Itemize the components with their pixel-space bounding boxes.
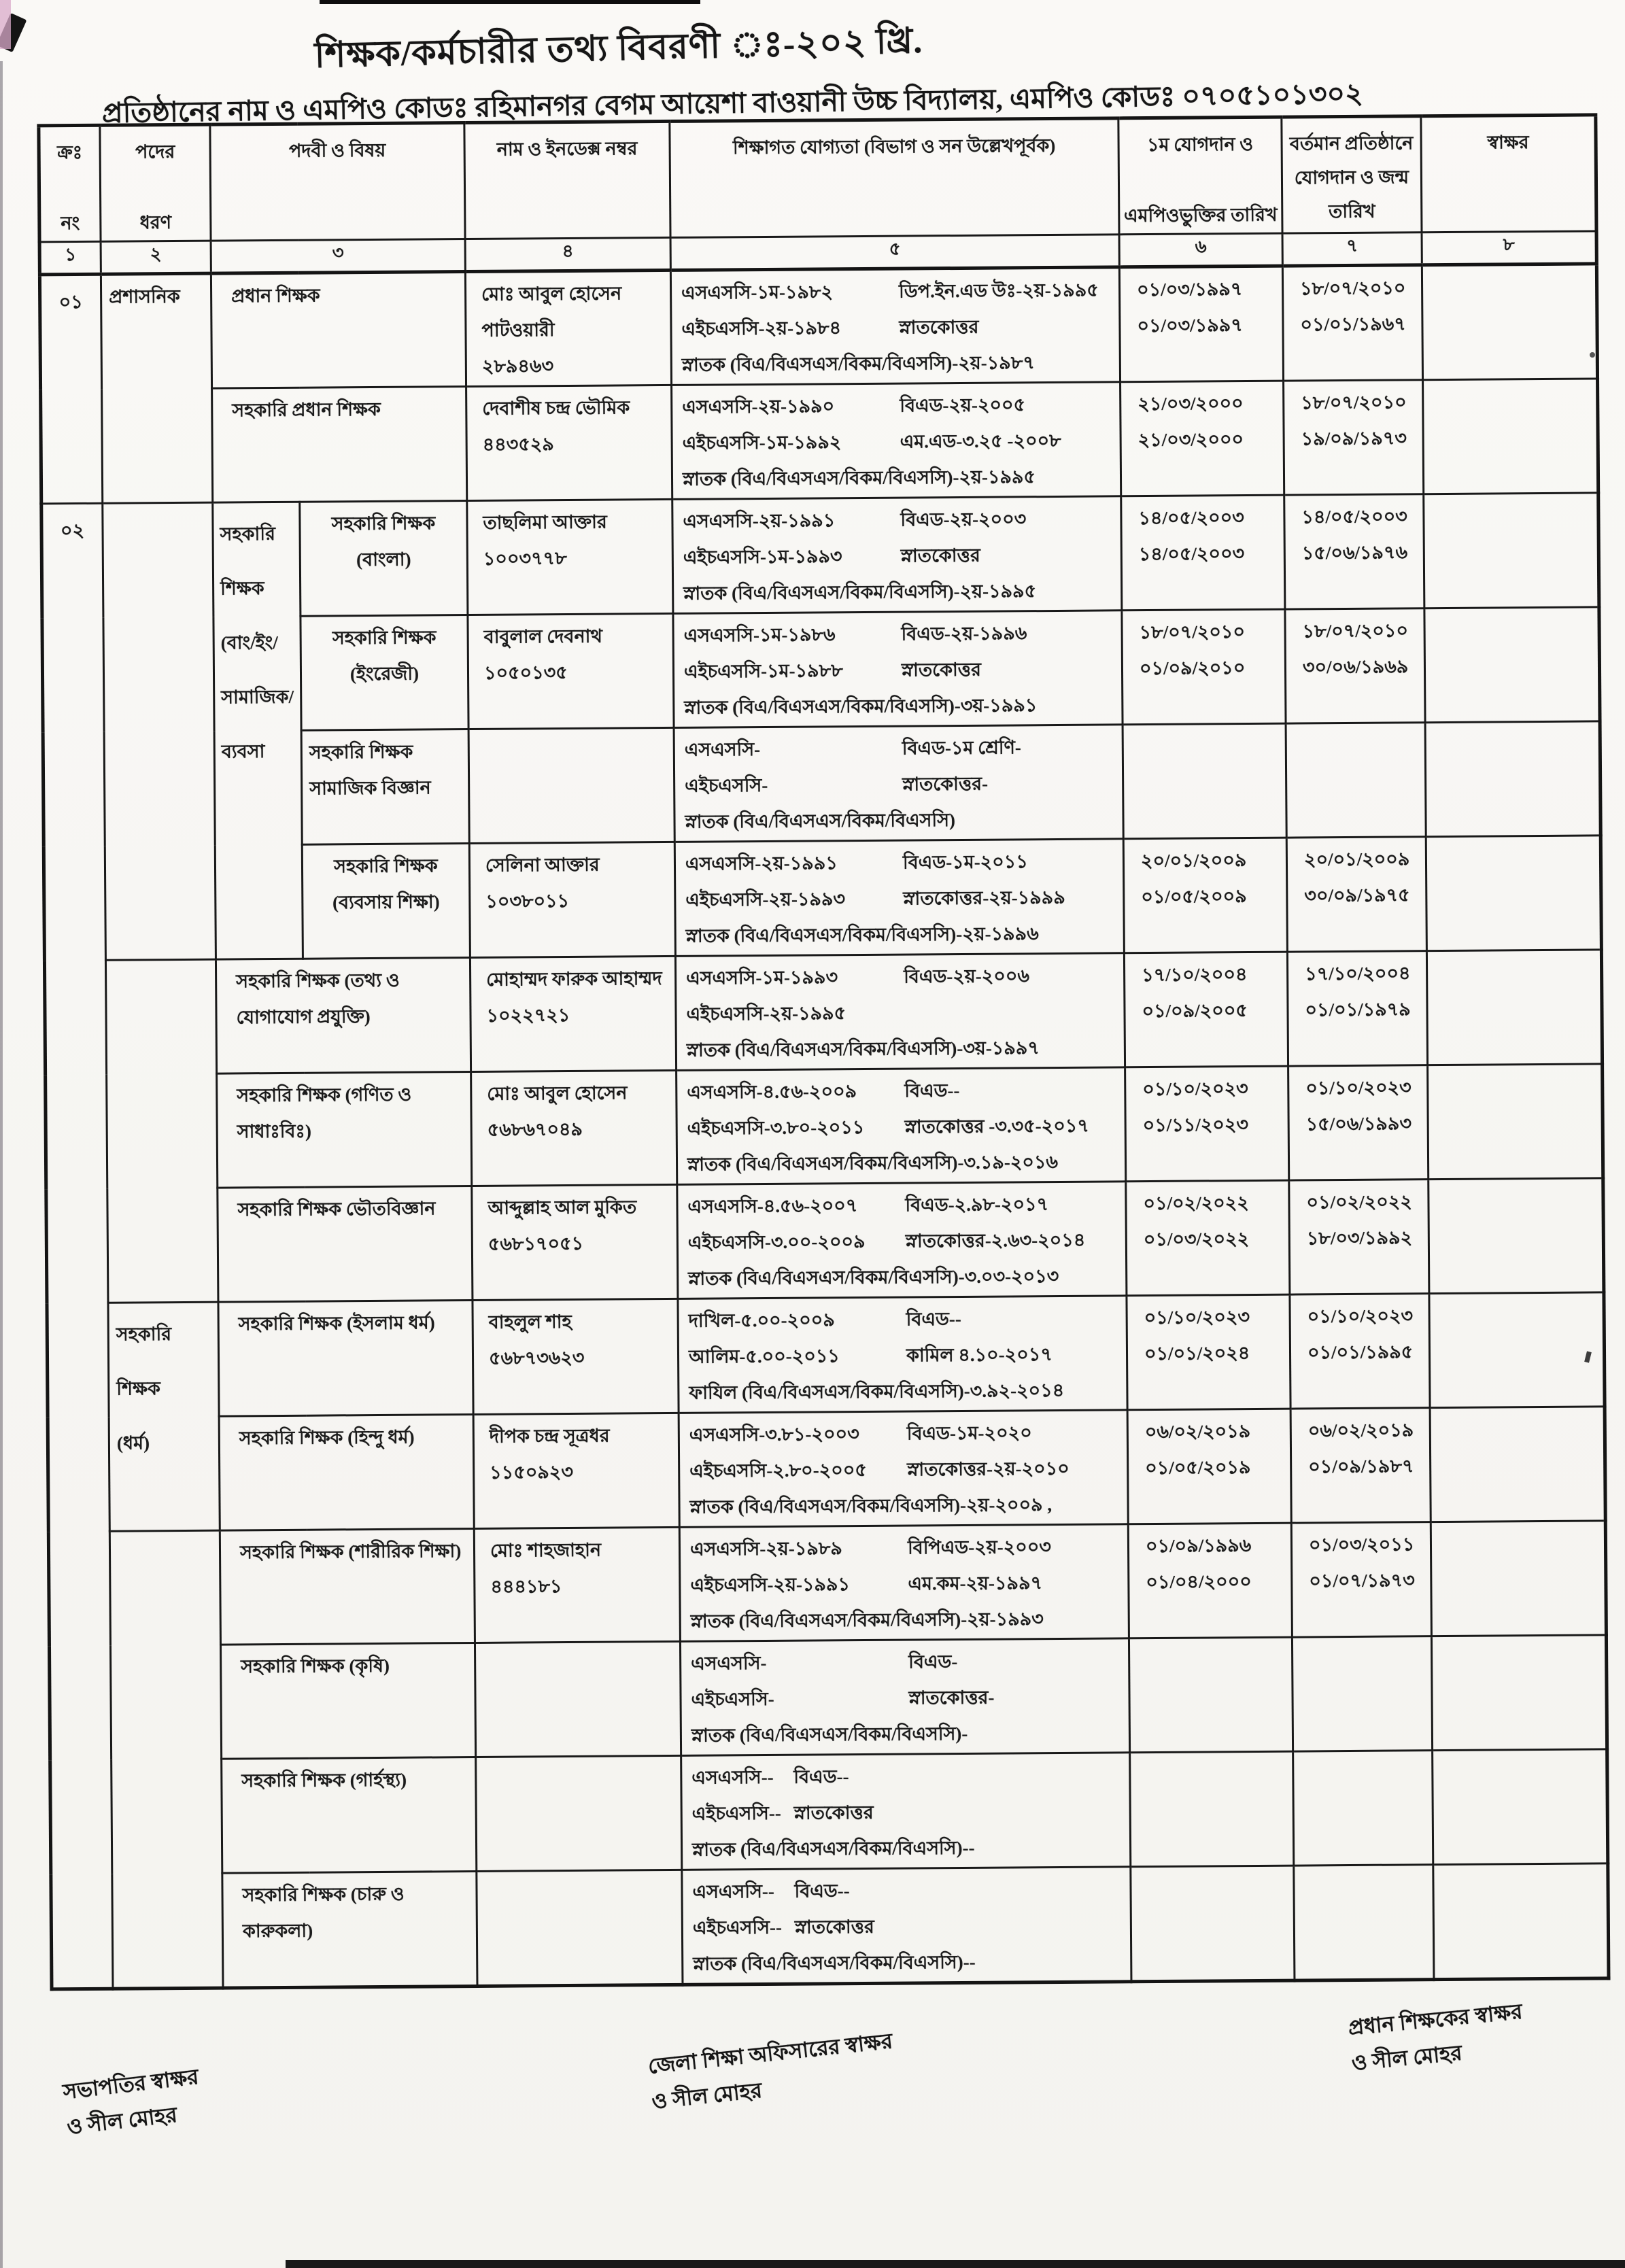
table-row xyxy=(39,264,1597,390)
header-row xyxy=(39,115,1596,242)
first-join-cell-empty xyxy=(1131,1866,1295,1982)
designation-cell: সহকারি শিক্ষক (কৃষি) xyxy=(220,1643,475,1759)
current-join-cell: ০১/১০/২০২৩ ১৫/০৬/১৯৯৩ xyxy=(1288,1065,1429,1180)
table-row xyxy=(41,379,1598,504)
scan-artifact-bottom-bar xyxy=(286,2260,1625,2268)
current-join-cell: ০১/১০/২০২৩ ০১/০১/১৯৯৫ xyxy=(1290,1294,1430,1409)
designation-cell: সহকারি শিক্ষক (ইসলাম ধর্ম) xyxy=(218,1301,473,1417)
designation-cell: সহকারি শিক্ষক (ইংরেজী) xyxy=(301,615,468,731)
post-type-cell-empty xyxy=(103,502,216,960)
first-join-cell: ০১/০২/২০২২ ০১/০৩/২০২২ xyxy=(1126,1180,1290,1296)
signature-cell-empty xyxy=(1424,607,1600,723)
table-row xyxy=(41,493,1599,618)
table-row xyxy=(50,1749,1608,1874)
designation-cell: সহকারি শিক্ষক (চারু ও কারুকলা) xyxy=(222,1871,477,1988)
header-serial: ক্রঃ নং xyxy=(39,125,101,242)
name-index-cell: তাছলিমা আক্তার ১০০৩৭৭৮ xyxy=(467,499,673,615)
post-type-cell-empty xyxy=(105,959,218,1303)
col-number: ৫ xyxy=(670,235,1119,271)
first-join-cell-empty xyxy=(1130,1751,1294,1867)
scan-artifact-pink-edge xyxy=(0,0,11,49)
name-index-cell-empty xyxy=(468,727,674,843)
first-join-cell: ১৭/১০/২০০৪ ০১/০৯/২০০৫ xyxy=(1124,952,1288,1067)
name-index-cell: দেবাশীষ চন্দ্র ভৌমিক ৪৪৩৫২৯ xyxy=(466,385,672,500)
name-index-cell-empty xyxy=(476,1755,682,1871)
signature-cell-empty xyxy=(1423,379,1598,494)
qualification-cell: এসএসসি-২য়-১৯৯১ বিএড-২য়-২০০৩ এইচএসসি-১ম-১৯৯৩ স্নাতকোত্তর স্নাতক (বিএ/বিএসএস/বিকম/বিএসসি)-২য়-১৯৯৫ xyxy=(672,496,1122,614)
designation-cell: সহকারি শিক্ষক (হিন্দু ধর্ম) xyxy=(219,1415,474,1531)
table-row xyxy=(49,1635,1607,1760)
name-index-cell: মোঃ আবুল হোসেন ৫৬৮৬৭০৪৯ xyxy=(471,1070,677,1186)
current-join-cell-empty xyxy=(1294,1865,1434,1980)
designation-cell: সহকারি শিক্ষক ভৌতবিজ্ঞান xyxy=(218,1186,473,1303)
designation-cell: সহকারি শিক্ষক (ব্যবসায় শিক্ষা) xyxy=(302,844,470,959)
name-index-cell: বাবুলাল দেবনাথ ১০৫০১৩৫ xyxy=(468,613,674,729)
signature-cell-empty xyxy=(1430,1407,1605,1522)
designation-cell: সহকারি শিক্ষক (শারীরিক শিক্ষা) xyxy=(220,1528,475,1645)
post-type-subject-group-cell: সহকারি শিক্ষক (বাং/ইং/ সামাজিক/ ব্যবসা xyxy=(213,502,303,959)
table-row xyxy=(51,1863,1609,1989)
col-number: ২ xyxy=(101,241,211,274)
table-row xyxy=(48,1407,1605,1532)
name-index-cell-empty xyxy=(475,1641,681,1757)
signature-cell-empty xyxy=(1422,264,1597,380)
table-row xyxy=(48,1521,1606,1646)
institution-name-mpo-code: প্রতিষ্ঠানের নাম ও এমপিও কোডঃ রহিমানগর বেগম আয়েশা বাওয়ানী উচ্চ বিদ্যালয়, এমপিও কোডঃ ০৭০৫১০১৩০২ xyxy=(101,78,1364,129)
signature-cell-empty xyxy=(1431,1635,1607,1751)
first-join-cell: ২১/০৩/২০০০ ২১/০৩/২০০০ xyxy=(1121,381,1284,496)
page-title: শিক্ষক/কর্মচারীর তথ্য বিবরণী ঃ-২০২ খ্রি. xyxy=(314,22,923,75)
qualification-cell: এসএসসি- বিএড-১ম শ্রেণি- এইচএসসি- স্নাতকোত্তর- স্নাতক (বিএ/বিএসএস/বিকম/বিএসসি) xyxy=(674,725,1123,842)
name-index-cell: বাহলুল শাহ ৫৬৮৭৩৬২৩ xyxy=(473,1299,679,1414)
qualification-cell: এসএসসি-২য়-১৯৯০ বিএড-২য়-২০০৫ এইচএসসি-১ম-১৯৯২ এম.এড-৩.২৫ -২০০৮ স্নাতক (বিএ/বিএসএস/বিকম/বিএসসি)-২য়-১৯৯৫ xyxy=(672,382,1121,500)
col-number: ১ xyxy=(39,241,101,275)
name-index-cell-empty xyxy=(477,1870,683,1986)
teacher-info-table xyxy=(37,113,1610,1991)
current-join-cell-empty xyxy=(1292,1636,1432,1751)
current-join-cell: ১৮/০৭/২০১০ ০১/০১/১৯৬৭ xyxy=(1282,265,1422,381)
table-row xyxy=(47,1292,1605,1418)
president-signature-block: সভাপতির স্বাক্ষর ও সীল মোহর xyxy=(61,2064,200,2140)
first-join-cell: ১৪/০৫/২০০৩ ১৪/০৫/২০০৩ xyxy=(1121,495,1285,611)
qualification-cell: এসএসসি- বিএড- এইচএসসি- স্নাতকোত্তর- স্নাতক (বিএ/বিএসএস/বিকম/বিএসসি)- xyxy=(680,1638,1129,1756)
signature-cell-empty xyxy=(1429,1292,1605,1408)
scan-artifact-left-edge-line xyxy=(0,61,3,2268)
header-signature: স্বাক্ষর xyxy=(1421,115,1596,233)
current-join-cell: ০১/০২/২০২২ ১৮/০৩/১৯৯২ xyxy=(1289,1180,1429,1294)
current-join-cell-empty xyxy=(1286,723,1426,838)
header-first-join: ১ম যোগদান ও এমপিওভুক্তির তারিখ xyxy=(1118,117,1282,235)
table-row xyxy=(46,1178,1604,1303)
designation-cell: সহকারি শিক্ষক (বাংলা) xyxy=(300,501,468,617)
table-row xyxy=(46,1064,1603,1189)
scan-artifact-top-strip xyxy=(320,0,700,4)
signature-cell-empty xyxy=(1429,1178,1604,1294)
first-join-cell: ১৮/০৭/২০১০ ০১/০৯/২০১০ xyxy=(1122,609,1286,725)
designation-cell: সহকারি শিক্ষক (তথ্য ও যোগাযোগ প্রযুক্তি) xyxy=(216,958,471,1074)
first-join-cell-empty xyxy=(1129,1637,1293,1753)
name-index-cell: দীপক চন্দ্র সূত্রধর ১১৫০৯২৩ xyxy=(473,1413,679,1528)
qualification-cell: এসএসসি-১ম-১৯৮২ ডিপ.ইন.এড উঃ-২য়-১৯৯৫ এইচএসসি-২য়-১৯৮৪ স্নাতকোত্তর স্নাতক (বিএ/বিএসএস/বিকম/বিএসসি)-২য়-১৯৮৭ xyxy=(670,267,1120,385)
header-qualification: শিক্ষাগত যোগ্যতা (বিভাগ ও সন উল্লেখপূর্বক) xyxy=(670,118,1119,238)
designation-cell: সহকারি শিক্ষক সামাজিক বিজ্ঞান xyxy=(301,729,469,845)
designation-cell: সহকারি প্রধান শিক্ষক xyxy=(212,387,467,503)
current-join-cell: ১৭/১০/২০০৪ ০১/০১/১৯৭৯ xyxy=(1287,951,1427,1066)
signature-cell-empty xyxy=(1433,1749,1608,1865)
signature-cell-empty xyxy=(1425,721,1601,837)
qualification-cell: এসএসসি-৪.৫৬-২০০৭ বিএড-২.৯৮-২০১৭ এইচএসসি-৩.০০-২০০৯ স্নাতকোত্তর-২.৬৩-২০১৪ স্নাতক (বিএ/বিএসএস/বিকম/বিএসসি)-৩.০৩-২০১৩ xyxy=(677,1182,1127,1299)
designation-cell: প্রধান শিক্ষক xyxy=(211,272,466,389)
col-number: ৭ xyxy=(1282,233,1422,266)
qualification-cell: এসএসসি-- বিএড-- এইচএসসি-- স্নাতকোত্তর স্নাতক (বিএ/বিএসএস/বিকম/বিএসসি)-- xyxy=(681,1753,1131,1870)
signature-cell-empty xyxy=(1424,493,1599,608)
signature-cell-empty xyxy=(1433,1863,1609,1980)
first-join-cell: ০১/১০/২০২৩ ০১/১১/২০২৩ xyxy=(1125,1066,1289,1182)
head-teacher-signature-block: প্রধান শিক্ষকের স্বাক্ষর ও সীল মোহর xyxy=(1347,1999,1524,2076)
name-index-cell: মোঃ শাহজাহান ৪৪৪১৮১ xyxy=(474,1527,680,1643)
first-join-cell: ০১/০৯/১৯৯৬ ০১/০৪/২০০০ xyxy=(1128,1523,1292,1638)
name-index-cell: আব্দুল্লাহ আল মুকিত ৫৬৮১৭০৫১ xyxy=(472,1184,678,1300)
header-name-index: নাম ও ইনডেক্স নম্বর xyxy=(464,121,670,239)
col-number: ৪ xyxy=(465,237,670,271)
qualification-cell: এসএসসি-১ম-১৯৯৩ বিএড-২য়-২০০৬ এইচএসসি-২য়-১৯৯৫ স্নাতক (বিএ/বিএসএস/বিকম/বিএসসি)-৩য়-১৯৯৭ xyxy=(675,953,1125,1071)
signature-cell-empty xyxy=(1431,1521,1606,1636)
qualification-cell: এসএসসি-২য়-১৯৮৯ বিপিএড-২য়-২০০৩ এইচএসসি-২য়-১৯৯১ এম.কম-২য়-১৯৯৭ স্নাতক (বিএ/বিএসএস/বিকম/বিএসসি)-২য়-১৯৯৩ xyxy=(679,1524,1129,1642)
designation-cell: সহকারি শিক্ষক (গণিত ও সাধাঃবিঃ) xyxy=(217,1072,472,1188)
col-number: ৮ xyxy=(1422,231,1596,265)
current-join-cell: ২০/০১/২০০৯ ৩০/০৯/১৯৭৫ xyxy=(1286,837,1426,952)
signature-cell-empty xyxy=(1428,1064,1603,1180)
col-number: ৩ xyxy=(211,239,465,274)
name-index-cell: মোঃ আবুল হোসেন পাটওয়ারী ২৮৯৪৬৩ xyxy=(465,270,671,386)
current-join-cell: ০৬/০২/২০১৯ ০১/০৯/১৯৮৭ xyxy=(1290,1408,1431,1523)
qualification-cell: এসএসসি-১ম-১৯৮৬ বিএড-২য়-১৯৯৬ এইচএসসি-১ম-১৯৮৮ স্নাতকোত্তর স্নাতক (বিএ/বিএসএস/বিকম/বিএসসি)-৩য়-১৯৯১ xyxy=(673,611,1123,728)
current-join-cell: ০১/০৩/২০১১ ০১/০৭/১৯৭৩ xyxy=(1291,1522,1431,1637)
designation-cell: সহকারি শিক্ষক (গার্হস্থ্য) xyxy=(222,1757,477,1873)
current-join-cell-empty xyxy=(1293,1751,1433,1866)
serial-cell: ০২ xyxy=(41,503,113,1989)
qualification-cell: দাখিল-৫.০০-২০০৯ বিএড-- আলিম-৫.০০-২০১১ কামিল ৪.১০-২০১৭ ফাযিল (বিএ/বিএসএস/বিকম/বিএসসি)-৩.৯২-২০১৪ xyxy=(678,1296,1127,1413)
post-type-religion-group-cell: সহকারি শিক্ষক (ধর্ম) xyxy=(108,1302,220,1531)
qualification-cell: এসএসসি-৪.৫৬-২০০৯ বিএড-- এইচএসসি-৩.৮০-২০১১ স্নাতকোত্তর -৩.৩৫-২০১৭ স্নাতক (বিএ/বিএসএস/বিকম/বিএসসি)-৩.১৯-২০১৬ xyxy=(677,1067,1126,1185)
col-number: ৬ xyxy=(1119,233,1282,267)
district-education-officer-signature-block: জেলা শিক্ষা অফিসারের স্বাক্ষর ও সীল মোহর xyxy=(647,2029,894,2114)
table-row xyxy=(44,950,1602,1075)
name-index-cell: সেলিনা আক্তার ১০৩৮০১১ xyxy=(469,842,675,957)
qualification-cell: এসএসসি-২য়-১৯৯১ বিএড-১ম-২০১১ এইচএসসি-২য়-১৯৯৩ স্নাতকোত্তর-২য়-১৯৯৯ স্নাতক (বিএ/বিএসএস/বিকম/বিএসসি)-২য়-১৯৯৬ xyxy=(674,839,1124,957)
first-join-cell-empty xyxy=(1123,723,1286,839)
name-index-cell: মোহাম্মদ ফারুক আহাম্মদ ১০২২৭২১ xyxy=(470,956,676,1071)
post-type-cell-empty xyxy=(109,1530,223,1989)
current-join-cell: ১৪/০৫/২০০৩ ১৫/০৬/১৯৭৬ xyxy=(1284,494,1424,609)
header-current-join: বর্তমান প্রতিষ্ঠানে যোগদান ও জন্ম তারিখ xyxy=(1282,116,1422,233)
first-join-cell: ০১/১০/২০২৩ ০১/০১/২০২৪ xyxy=(1127,1294,1290,1410)
serial-cell: ০১ xyxy=(39,274,102,504)
current-join-cell: ১৮/০৭/২০১০ ১৯/০৯/১৯৭৩ xyxy=(1284,380,1424,495)
header-post-type: পদের ধরণ xyxy=(100,124,211,241)
current-join-cell: ১৮/০৭/২০১০ ৩০/০৬/১৯৬৯ xyxy=(1285,608,1425,723)
first-join-cell: ০৬/০২/২০১৯ ০১/০৫/২০১৯ xyxy=(1127,1409,1291,1524)
qualification-cell: এসএসসি-৩.৮১-২০০৩ বিএড-১ম-২০২০ এইচএসসি-২.৮০-২০০৫ স্নাতকোত্তর-২য়-২০১০ স্নাতক (বিএ/বিএসএস/বিকম/বিএসসি)-২য়-২০০৯ , xyxy=(679,1410,1128,1528)
post-type-cell: প্রশাসনিক xyxy=(101,273,212,503)
first-join-cell: ০১/০৩/১৯৯৭ ০১/০৩/১৯৯৭ xyxy=(1119,266,1283,382)
signature-cell-empty xyxy=(1426,836,1601,951)
header-designation: পদবী ও বিষয় xyxy=(210,123,465,241)
signature-cell-empty xyxy=(1426,950,1602,1065)
qualification-cell: এসএসসি-- বিএড-- এইচএসসি-- স্নাতকোত্তর স্নাতক (বিএ/বিএসএস/বিকম/বিএসসি)-- xyxy=(682,1867,1131,1985)
first-join-cell: ২০/০১/২০০৯ ০১/০৫/২০০৯ xyxy=(1123,838,1287,953)
